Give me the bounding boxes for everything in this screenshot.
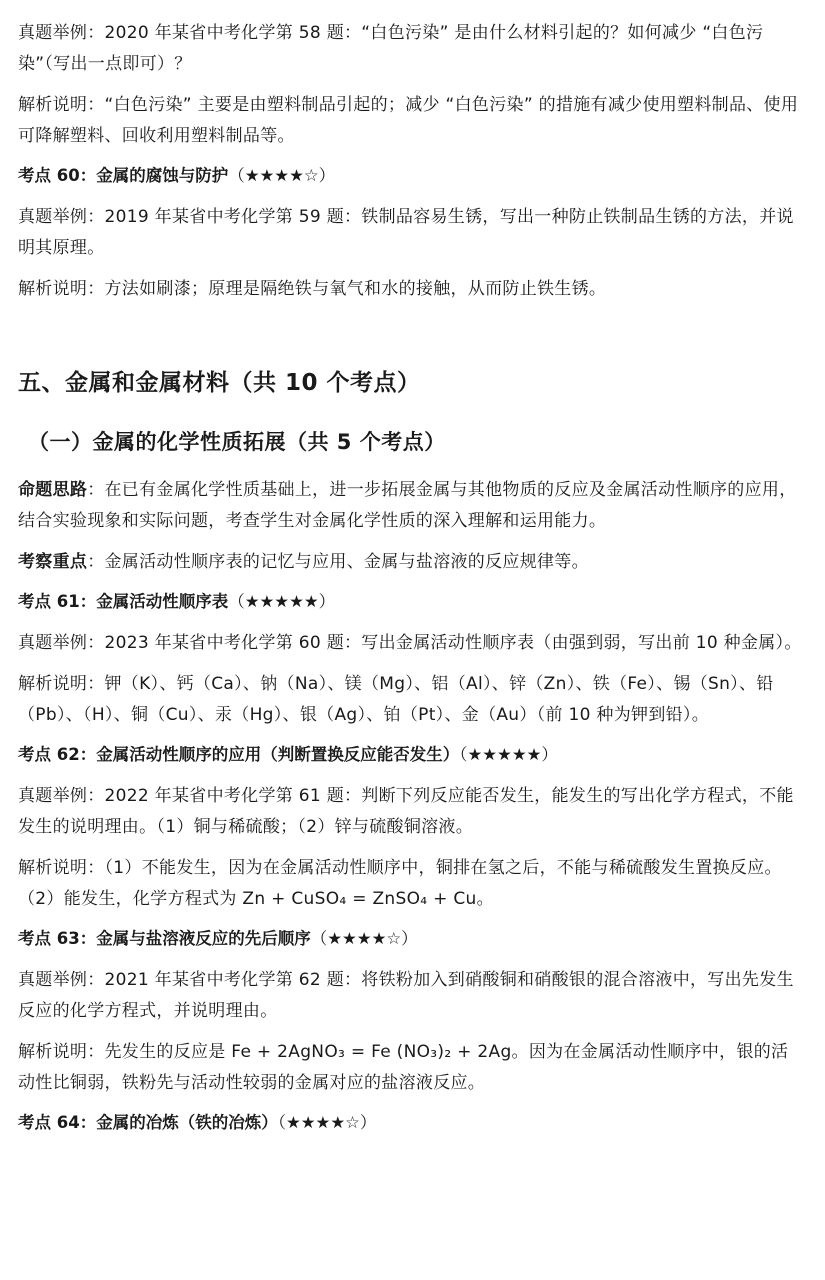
analysis-paragraph: 解析说明：钾（K）、钙（Ca）、钠（Na）、镁（Mg）、铝（Al）、锌（Zn）、铁（Fe）、锡（Sn）、铅（Pb）、（H）、铜（Cu）、汞（Hg）、银（Ag）、铂（Pt）、金（Au）（前 10 种为钾到铅）。 — [18, 674, 774, 725]
design-idea-paragraph — [18, 475, 805, 537]
star-rating: （★★★★★） — [459, 745, 558, 764]
exam-point-label: 考点 64：金属的冶炼（铁的冶炼） — [18, 1113, 278, 1132]
analysis-paragraph: 解析说明：方法如刷漆；原理是隔绝铁与氧气和水的接触，从而防止铁生锈。 — [18, 279, 607, 299]
section-heading: 五、金属和金属材料（共 10 个考点） — [18, 370, 421, 396]
paragraph-text: ：金属活动性顺序表的记忆与应用、金属与盐溶液的反应规律等。 — [87, 552, 589, 572]
star-rating: （★★★★☆） — [310, 929, 418, 948]
paragraph-text: ：在已有金属化学性质基础上，进一步拓展金属与其他物质的反应及金属活动性顺序的应用，结合实验现象和实际问题，考查学生对金属化学性质的深入理解和运用能力。 — [18, 480, 797, 531]
exam-example-paragraph: 真题举例：2022 年某省中考化学第 61 题：判断下列反应能否发生，能发生的写出化学方程式，不能发生的说明理由。（1）铜与稀硫酸；（2）锌与硫酸铜溶液。 — [18, 786, 794, 837]
exam-point-label: 考点 63：金属与盐溶液反应的先后顺序 — [18, 929, 311, 948]
analysis-paragraph: 解析说明：（1）不能发生，因为在金属活动性顺序中，铜排在氢之后，不能与稀硫酸发生置换反应。（2）能发生，化学方程式为 Zn + CuSO₄ = ZnSO₄ + Cu。 — [18, 858, 782, 909]
exam-example-paragraph: 真题举例：2021 年某省中考化学第 62 题：将铁粉加入到硝酸铜和硝酸银的混合溶液中，写出先发生反应的化学方程式，并说明理由。 — [18, 970, 794, 1021]
exam-point-label: 考点 62：金属活动性顺序的应用（判断置换反应能否发生） — [18, 745, 460, 764]
exam-point-heading — [18, 162, 805, 190]
analysis-paragraph: 解析说明：先发生的反应是 Fe + 2AgNO₃ = Fe (NO₃)₂ + 2Ag。因为在金属活动性顺序中，银的活动性比铜弱，铁粉先与活动性较弱的金属对应的盐溶液反应。 — [18, 1042, 789, 1093]
paragraph-lead: 命题思路 — [18, 480, 88, 500]
star-rating: （★★★★☆） — [277, 1113, 377, 1132]
exam-point-heading — [18, 1109, 805, 1137]
analysis-paragraph: 解析说明：“白色污染” 主要是由塑料制品引起的；减少 “白色污染” 的措施有减少使用塑料制品、使用可降解塑料、回收利用塑料制品等。 — [18, 95, 799, 146]
exam-point-label: 考点 60：金属的腐蚀与防护 — [18, 166, 229, 185]
exam-example-paragraph: 真题举例：2019 年某省中考化学第 59 题：铁制品容易生锈，写出一种防止铁制品生锈的方法，并说明其原理。 — [18, 207, 794, 258]
subsection-heading: （一）金属的化学性质拓展（共 5 个考点） — [28, 430, 446, 454]
paragraph-lead: 考察重点 — [18, 552, 88, 572]
exam-point-label: 考点 61：金属活动性顺序表 — [18, 592, 229, 611]
star-rating: （★★★★☆） — [228, 166, 336, 185]
exam-example-paragraph: 真题举例：2020 年某省中考化学第 58 题：“白色污染” 是由什么材料引起的？如何减少 “白色污染”（写出一点即可）？ — [18, 23, 764, 74]
exam-point-heading — [18, 741, 805, 769]
exam-point-heading — [18, 588, 805, 616]
exam-point-heading — [18, 925, 805, 953]
star-rating: （★★★★★） — [228, 592, 336, 611]
exam-example-paragraph: 真题举例：2023 年某省中考化学第 60 题：写出金属活动性顺序表（由强到弱，写出前 10 种金属）。 — [18, 633, 802, 653]
key-focus-paragraph — [18, 547, 805, 578]
